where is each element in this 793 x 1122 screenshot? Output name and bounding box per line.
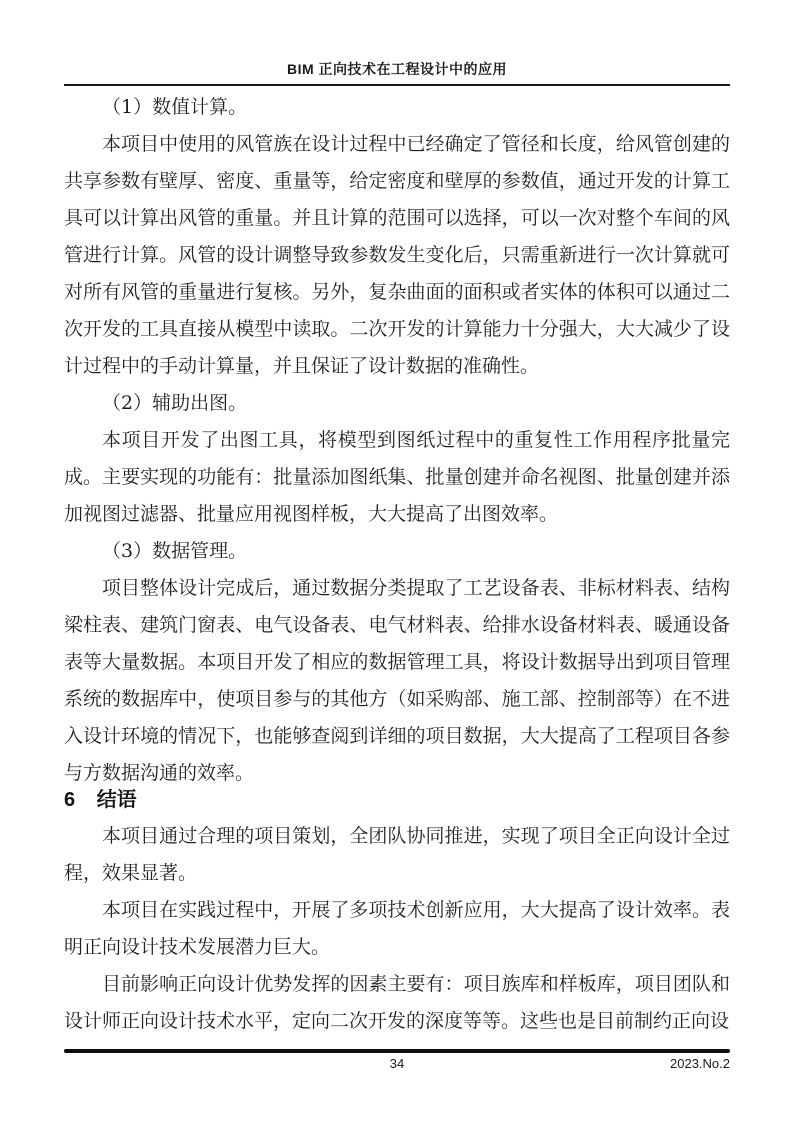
footer-row [64,1056,730,1071]
paragraph-data-management: 项目整体设计完成后，通过数据分类提取了工艺设备表、非标材料表、结构梁柱表、建筑门窗表、电气设备表、电气材料表、给排水设备材料表、暖通设备表等大量数据。本项目开发了相应的数据管理工具，将设计数据导出到项目管理系统的数据库中，使项目参与的其他方（如采购部、施工部、控制部等）在不进入设计环境的情况下，也能够查阅到详细的项目数据，大大提高了工程项目各参与方数据沟通的效率。 [64,577,730,784]
footer-rule [64,1049,730,1053]
paragraph-conclusion-1: 本项目通过合理的项目策划，全团队协同推进，实现了项目全正向设计全过程，效果显著。 [64,825,730,884]
numbered-item-1: （1）数值计算。 [102,96,248,118]
numbered-item-3: （3）数据管理。 [102,540,248,562]
section-number: 6 [64,789,76,811]
numbered-item-2: （2）辅助出图。 [102,392,248,414]
section-title: 结语 [96,789,137,811]
paragraph-numeric-calculation: 本项目中使用的风管族在设计过程中已经确定了管径和长度，给风管创建的共享参数有壁厚、密度、重量等，给定密度和壁厚的参数值，通过开发的计算工具可以计算出风管的重量。并且计算的范围可以选择，可以一次对整个车间的风管进行计算。风管的设计调整导致参数发生变化后，只需重新进行一次计算就可对所有风管的重量进行复核。另外，复杂曲面的面积或者实体的体积可以通过二次开发的工具直接从模型中读取。二次开发的计算能力十分强大，大大减少了设计过程中的手动计算量，并且保证了设计数据的准确性。 [64,133,730,377]
page-number: 34 [389,1056,405,1071]
paragraph-drawing-assist: 本项目开发了出图工具，将模型到图纸过程中的重复性工作用程序批量完成。主要实现的功能有：批量添加图纸集、批量创建并命名视图、批量创建并添加视图过滤器、批量应用视图样板，大大提高了出图效率。 [64,429,730,525]
document-body [64,89,730,1040]
issue-label: 2023.No.2 [670,1056,730,1071]
running-header [64,59,730,86]
paragraph-conclusion-2: 本项目在实践过程中，开展了多项技术创新应用，大大提高了设计效率。表明正向设计技术发展潜力巨大。 [64,899,730,958]
paragraph-conclusion-3: 目前影响正向设计优势发挥的因素主要有：项目族库和样板库，项目团队和设计师正向设计技术水平，定向二次开发的深度等等。这些也是目前制约正向设 [64,973,730,1032]
page-footer [64,1049,730,1071]
running-header-title: BIM 正向技术在工程设计中的应用 [286,61,508,77]
